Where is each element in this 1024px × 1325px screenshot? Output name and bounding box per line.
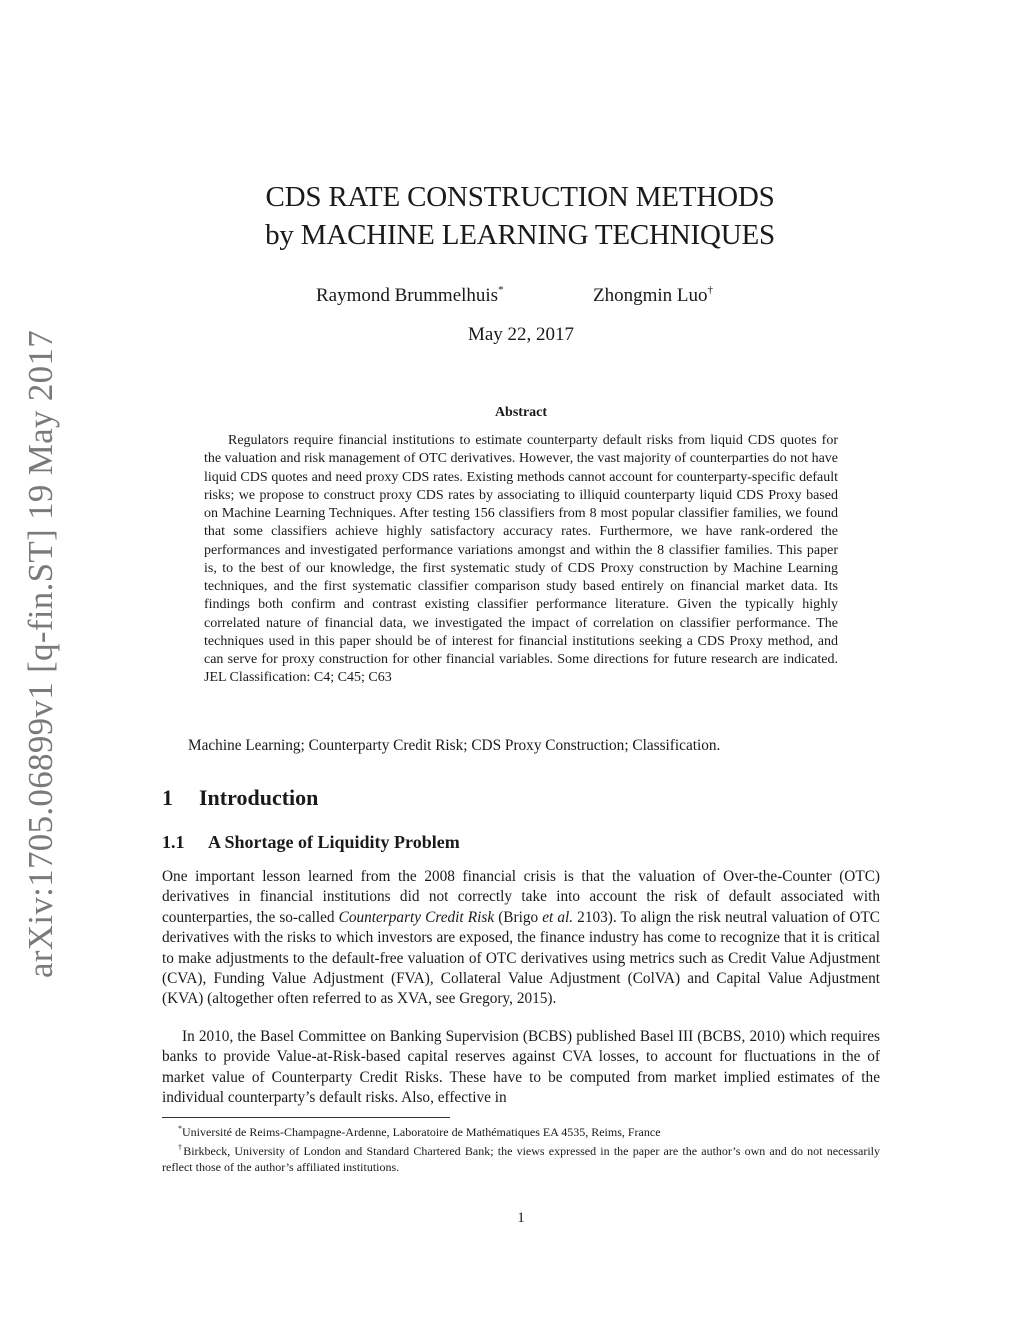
author-1 [316,284,504,307]
section-number: 1 [162,785,173,810]
title-line-1: CDS RATE CONSTRUCTION METHODS [265,181,775,213]
footnote-2-text: Birkbeck, University of London and Standard Chartered Bank; the views expressed in the paper are the author’s own and do not necessarily reflect those of the author’s affiliated institutions. [162,1144,880,1174]
page-number: 1 [517,1210,525,1226]
arxiv-side-stamp [20,329,62,979]
para1-cite-open: (Brigo [494,908,543,926]
subsection-title: A Shortage of Liquidity Problem [208,832,460,852]
footnote-1-mark: * [178,1124,182,1133]
para1-italic-term: Counterparty Credit Risk [338,908,495,926]
keywords: Machine Learning; Counterparty Credit Risk; CDS Proxy Construction; Classification. [188,737,721,754]
subsection-heading [162,832,460,853]
footnote-1-text: Université de Reims-Champagne-Ardenne, Laboratoire de Mathématiques EA 4535, Reims, France [182,1125,661,1139]
footnote-2-mark: † [178,1143,184,1152]
paper-date: May 22, 2017 [467,324,575,345]
arxiv-identifier: arXiv:1705.06899v1 [q-fin.ST] 19 May 2017 [21,329,60,979]
intro-paragraph-1 [162,867,880,1010]
author-2-mark: † [707,284,714,296]
author-2 [593,284,713,307]
author-2-name: Zhongmin Luo [593,285,708,306]
footnote-2 [162,1140,880,1175]
section-heading [162,785,318,811]
title-line-2: by MACHINE LEARNING TECHNIQUES [265,219,775,251]
author-1-mark: * [498,284,504,296]
abstract-heading: Abstract [494,405,548,420]
para1-cite-etal: et al. [542,908,574,926]
para1-text-after: 2103). To align the risk neutral valuation of OTC derivatives with the risks to which investors are exposed, the finance industry has come to recognize that it is critical to make adjustments to the default-free valuation of OTC derivatives using metrics such as Credit Value Adjustment (CVA), Funding Value Adjustment (FVA), Collateral Value Adjustment (ColVA) and Capital Value Adjustment (KVA) (altogether often referred to as XVA, see Gregory, 2015). [162,908,880,1008]
para1-text-before: One important lesson learned from the 2008 financial crisis is that the valuation of Over-the-Counter (OTC) derivatives in financial institutions did not correctly take into account the risk of default associated with counterparties, the so-called [162,868,880,926]
footnote-divider [162,1117,450,1118]
section-title: Introduction [199,785,319,810]
subsection-number: 1.1 [162,832,185,852]
footnotes [162,1121,880,1175]
abstract-text: Regulators require financial institutions to estimate counterparty default risks from liquid CDS quotes for the valuation and risk management of OTC derivatives. However, the vast majority of counterparties do not have liquid CDS quotes and need proxy CDS rates. Existing methods cannot account for counterparty-specific default risks; we propose to construct proxy CDS rates by associating to illiquid counterparty liquid CDS Proxy based on Machine Learning Techniques. After testing 156 classifiers from 8 most popular classifier families, we found that some classifiers achieve highly satisfactory accuracy rates. Furthermore, we have rank-ordered the performances and investigated performance variations amongst and within the 8 classifier families. This paper is, to the best of our knowledge, the first systematic study of CDS Proxy construction by Machine Learning techniques, and the first systematic classifier comparison study based entirely on financial market data. Its findings both confirm and contrast existing classifier performance literature. Given the typically highly correlated nature of financial data, we investigated the impact of correlation on classifier performance. The techniques used in this paper should be of interest for financial institutions seeking a CDS Proxy method, and can serve for proxy construction for other financial variables. Some directions for future research are indicated. JEL Classification: C4; C45; C63 [204,433,838,686]
intro-paragraph-2: In 2010, the Basel Committee on Banking Supervision (BCBS) published Basel III (BCBS, 2010) which requires banks to provide Value-at-Risk-based capital reserves against CVA losses, to account for fluctuations in the of market value of Counterparty Credit Risks. These have to be computed from market implied estimates of the individual counterparty’s default risks. Also, effective in [162,1028,880,1107]
paper-title [160,178,880,254]
author-1-name: Raymond Brummelhuis [316,285,499,306]
footnote-1 [162,1121,880,1140]
